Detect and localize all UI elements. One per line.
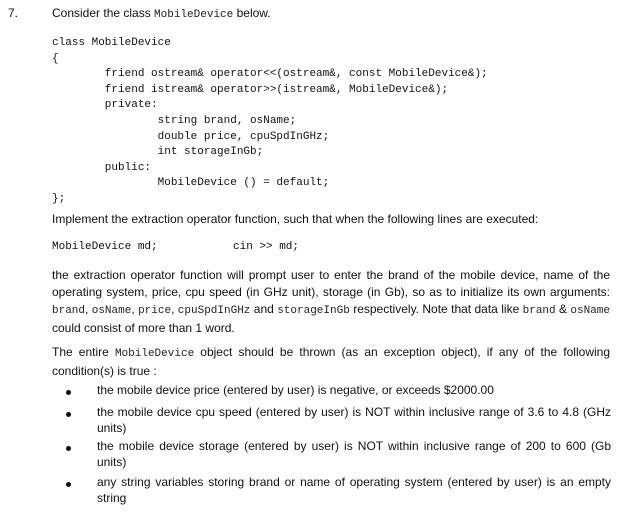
condition-text: any string variables storing brand or name of operating system (entered by user) is an empty string (97, 475, 611, 505)
intro-class-name: MobileDevice (154, 9, 234, 21)
code-line: { (52, 52, 59, 65)
condition-text: the mobile device price (entered by user) is negative, or exceeds $2000.00 (97, 383, 494, 397)
description-text: & (555, 302, 571, 316)
code-line: string brand, osName; (52, 114, 297, 127)
code-line: }; (52, 192, 66, 205)
code-line: class MobileDevice (52, 37, 171, 49)
code-line: MobileDevice () = default; (52, 177, 330, 190)
code-osname: osName (91, 305, 132, 317)
code-cpuspd: cpuSpdInGHz (177, 305, 251, 317)
description-text: , (171, 302, 178, 316)
code-line: public: (52, 161, 152, 174)
intro-prefix: Consider the class (52, 6, 155, 20)
bullet-icon (66, 482, 71, 487)
condition-intro-text: object should be thrown (as an exception object), if any of the following condition(s) is true : (52, 345, 610, 378)
condition-text: the mobile device storage (entered by user) is NOT within inclusive range of 200 to 600 (Gb units) (97, 439, 611, 469)
description-text: , (131, 302, 139, 316)
code-storage: storageInGb (277, 305, 350, 317)
code-brand: brand (522, 305, 556, 317)
description-paragraph (52, 267, 610, 337)
code-line: friend istream& operator>>(istream&, MobileDevice&); (52, 83, 449, 96)
bullet-icon (66, 446, 71, 451)
description-text: the extraction operator function will prompt user to enter the brand of the mobile device, name of the operating system, price, cpu speed (in GHz unit), storage (in Gb), so as to initialize its own arguments: (52, 268, 610, 299)
code-line: int storageInGb; (52, 146, 264, 159)
code-osname: osName (570, 305, 611, 317)
code-line: double price, cpuSpdInGHz; (52, 130, 330, 143)
code-brand: brand (52, 305, 86, 317)
class-code-block (52, 36, 488, 208)
description-text: and (250, 302, 278, 316)
code-price: price (138, 305, 172, 317)
intro-suffix: below. (233, 6, 271, 20)
description-text: respectively. Note that data like (349, 302, 523, 316)
description-text: , (85, 302, 92, 316)
bullet-icon (66, 390, 71, 395)
description-text: could consist of more than 1 word. (52, 321, 235, 335)
code-class-name: MobileDevice (114, 348, 195, 360)
task-text: Implement the extraction operator function, such that when the following lines are executed: (52, 212, 539, 226)
condition-intro-text: The entire (52, 345, 115, 359)
code-line: friend ostream& operator<<(ostream&, const MobileDevice&); (52, 68, 488, 81)
bullet-icon (66, 412, 71, 417)
condition-text: the mobile device cpu speed (entered by user) is NOT within inclusive range of 3.6 to 4.8 (GHz units) (97, 405, 611, 435)
condition-intro (52, 344, 610, 380)
code-line: private: (52, 99, 158, 112)
sample-declaration: MobileDevice md; (52, 241, 158, 253)
question-intro (52, 6, 271, 21)
question-number: 7. (8, 6, 19, 20)
sample-input: cin >> md; (233, 241, 300, 253)
